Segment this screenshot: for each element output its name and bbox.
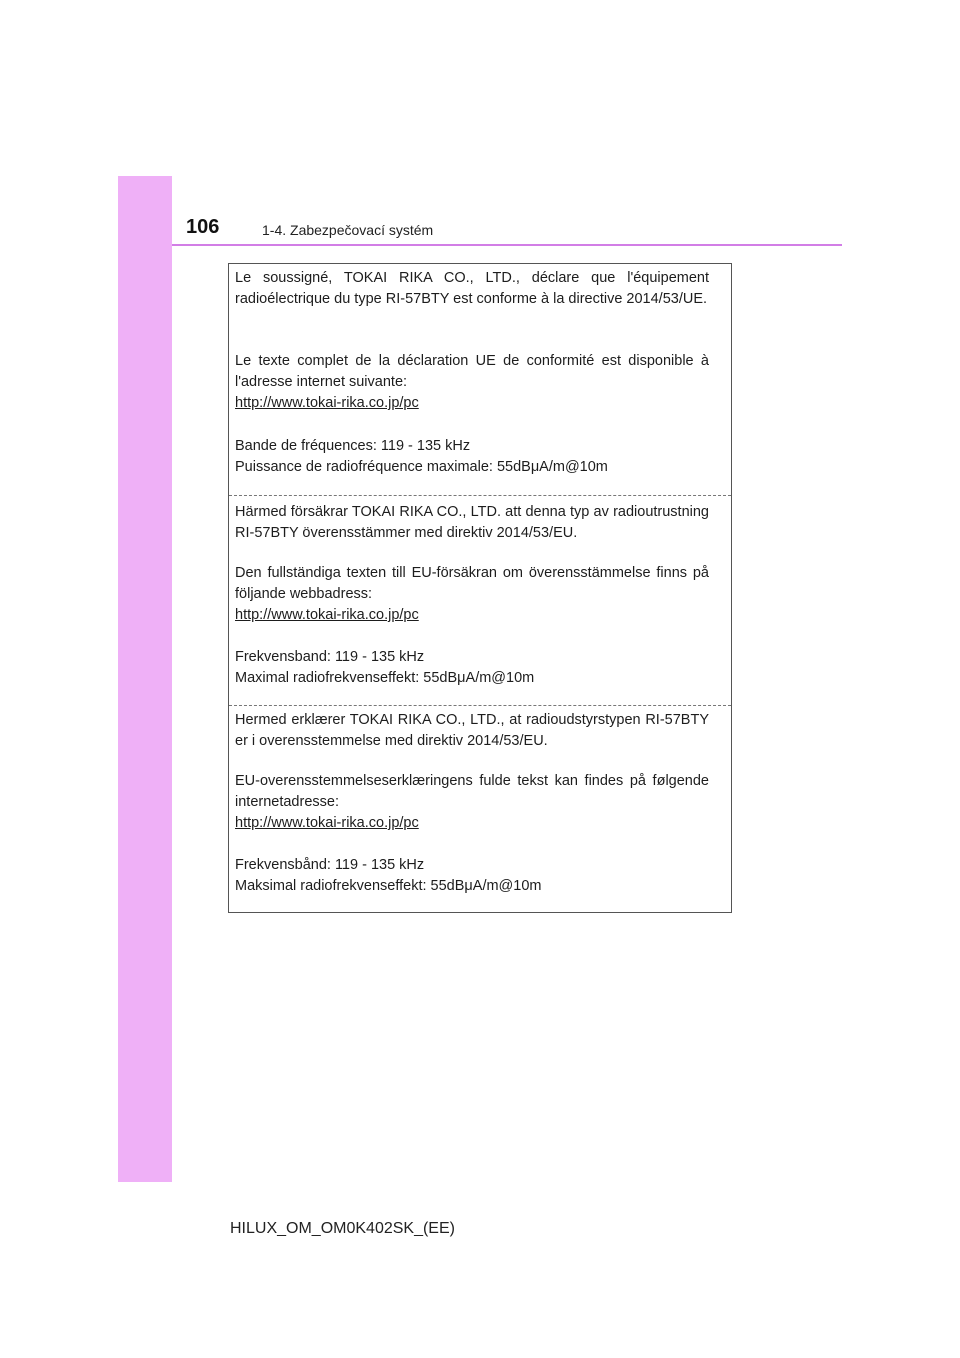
declaration-link[interactable]: http://www.tokai-rika.co.jp/pc	[235, 607, 419, 623]
power-text: Puissance de radiofréquence maximale: 55dBμA/m@10m	[235, 459, 608, 475]
power-text: Maksimal radiofrekvenseffekt: 55dBμA/m@10m	[235, 878, 542, 894]
notice-section-swedish	[229, 495, 731, 705]
declaration-text: Le soussigné, TOKAI RIKA CO., LTD., déclare que l'équipement radioélectrique du type RI-57BTY est conforme à la directive 2014/53/UE.	[235, 270, 709, 307]
declaration-link[interactable]: http://www.tokai-rika.co.jp/pc	[235, 395, 419, 411]
chapter-side-band	[118, 176, 172, 1182]
document-id: HILUX_OM_OM0K402SK_(EE)	[230, 1220, 455, 1237]
header-rule	[172, 244, 842, 246]
power-text: Maximal radiofrekvenseffekt: 55dBμA/m@10m	[235, 670, 535, 686]
notice-section-danish	[229, 705, 731, 914]
declaration-link[interactable]: http://www.tokai-rika.co.jp/pc	[235, 815, 419, 831]
availability-text: EU-overensstemmelseserklæringens fulde tekst kan findes på følgende internetadresse:	[235, 773, 709, 810]
section-title: 1-4. Zabezpečovací systém	[262, 222, 434, 238]
availability-text: Den fullständiga texten till EU-försäkran om överensstämmelse finns på följande webbadress:	[235, 565, 709, 602]
compliance-notice-box	[228, 263, 732, 913]
availability-text: Le texte complet de la déclaration UE de conformité est disponible à l'adresse internet suivante:	[235, 353, 709, 390]
frequency-text: Frekvensbånd: 119 - 135 kHz	[235, 857, 425, 873]
declaration-text: Hermed erklærer TOKAI RIKA CO., LTD., at radioudstyrstypen RI-57BTY er i overensstemmelse med direktiv 2014/53/EU.	[235, 712, 709, 749]
page-number: 106	[186, 216, 220, 238]
frequency-text: Frekvensband: 119 - 135 kHz	[235, 649, 425, 665]
declaration-text: Härmed försäkrar TOKAI RIKA CO., LTD. att denna typ av radioutrustning RI-57BTY överensstämmer med direktiv 2014/53/EU.	[235, 504, 709, 541]
frequency-text: Bande de fréquences: 119 - 135 kHz	[235, 438, 471, 454]
notice-section-french	[229, 264, 731, 495]
